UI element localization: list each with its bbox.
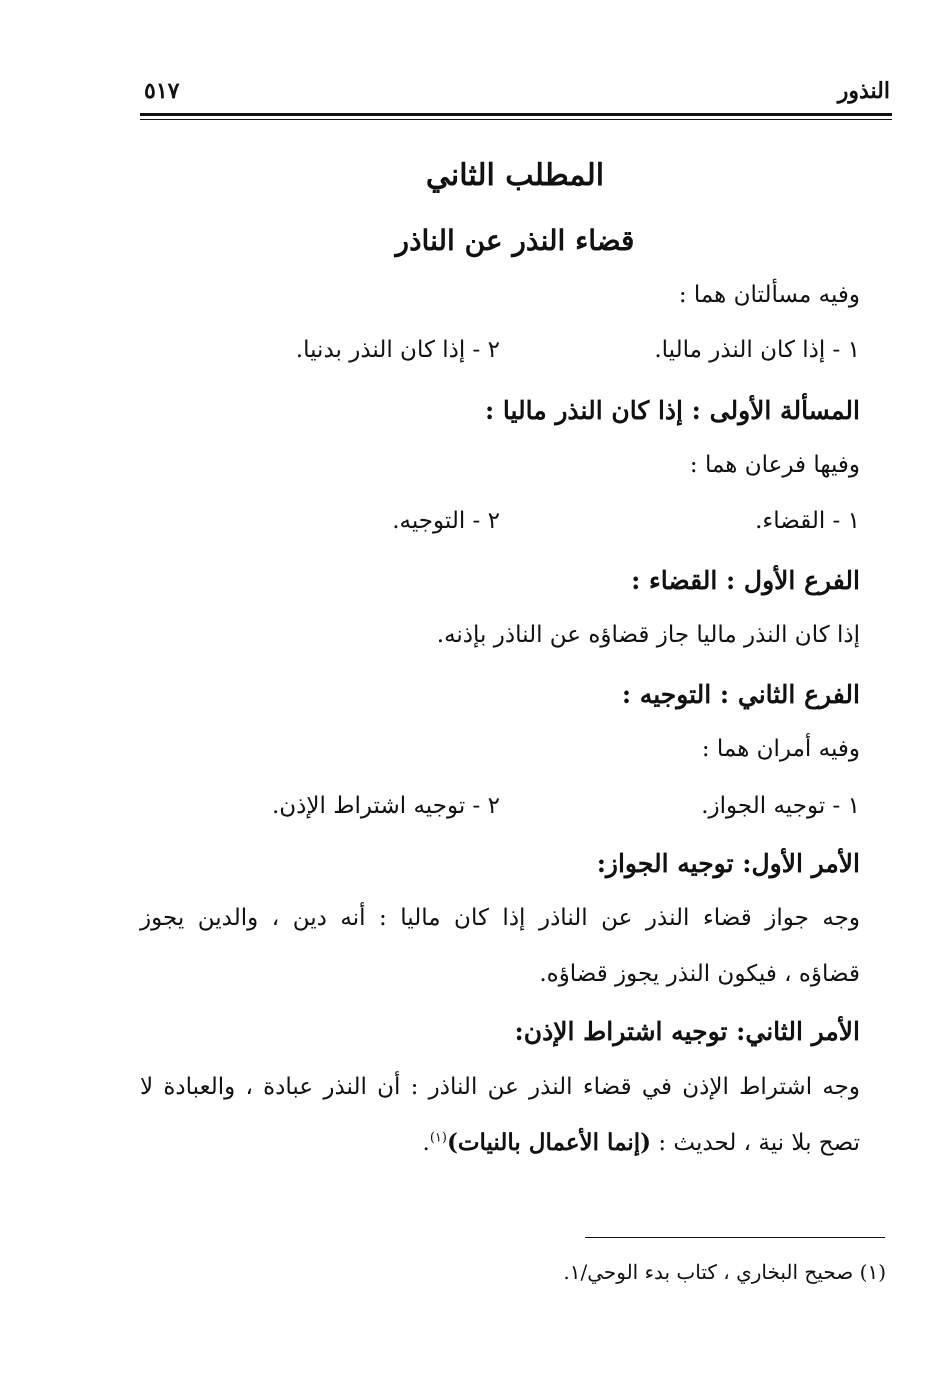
page-number: ٥١٧ <box>144 78 180 104</box>
matter2-line-2 <box>423 1129 861 1156</box>
branch1-heading: الفرع الأول : القضاء : <box>631 566 860 595</box>
matter2-line-2-start: تصح بلا نية ، لحديث : <box>658 1130 860 1156</box>
issue-item-2: ٢ - إذا كان النذر بدنيا. <box>295 337 500 363</box>
matter1-line-2: قضاؤه ، فيكون النذر يجوز قضاؤه. <box>539 961 860 987</box>
header-rule-thin <box>140 119 892 120</box>
section-heading: المطلب الثاني <box>425 158 605 193</box>
footnote-ref[interactable]: (١) <box>429 1130 447 1146</box>
footnote-text: (١) صحيح البخاري ، كتاب بدء الوحي/١. <box>563 1260 886 1284</box>
hadith-quote: (إنما الأعمال بالنيات) <box>446 1129 652 1156</box>
branch1-text: إذا كان النذر ماليا جاز قضاؤه عن الناذر بإذنه. <box>436 622 860 648</box>
matter1-heading: الأمر الأول: توجيه الجواز: <box>596 849 860 878</box>
header-rule-thick <box>140 113 892 116</box>
matter2-line-1: وجه اشتراط الإذن في قضاء النذر عن الناذر : أن النذر عبادة ، والعبادة لا <box>140 1074 860 1100</box>
matter2-line-2-end: . <box>422 1130 430 1156</box>
issue1-item-1: ١ - القضاء. <box>755 508 860 534</box>
issue-item-1: ١ - إذا كان النذر ماليا. <box>654 337 860 363</box>
branch2-heading: الفرع الثاني : التوجيه : <box>621 680 860 709</box>
chapter-title: النذور <box>837 78 890 104</box>
issue1-heading: المسألة الأولى : إذا كان النذر ماليا : <box>484 396 860 425</box>
branch2-item-2: ٢ - توجيه اشتراط الإذن. <box>271 793 500 819</box>
running-header <box>140 70 890 110</box>
matter1-line-1: وجه جواز قضاء النذر عن الناذر إذا كان ماليا : أنه دين ، والدين يجوز <box>140 905 860 931</box>
footnote-rule <box>585 1237 885 1238</box>
branch2-intro: وفيه أمران هما : <box>701 736 860 762</box>
issue1-intro: وفيها فرعان هما : <box>689 452 860 478</box>
matter2-heading: الأمر الثاني: توجيه اشتراط الإذن: <box>514 1017 860 1046</box>
section-title: قضاء النذر عن الناذر <box>395 224 635 257</box>
issue1-item-2: ٢ - التوجيه. <box>392 508 500 534</box>
branch2-item-1: ١ - توجيه الجواز. <box>701 793 860 819</box>
intro-text: وفيه مسألتان هما : <box>678 282 860 308</box>
